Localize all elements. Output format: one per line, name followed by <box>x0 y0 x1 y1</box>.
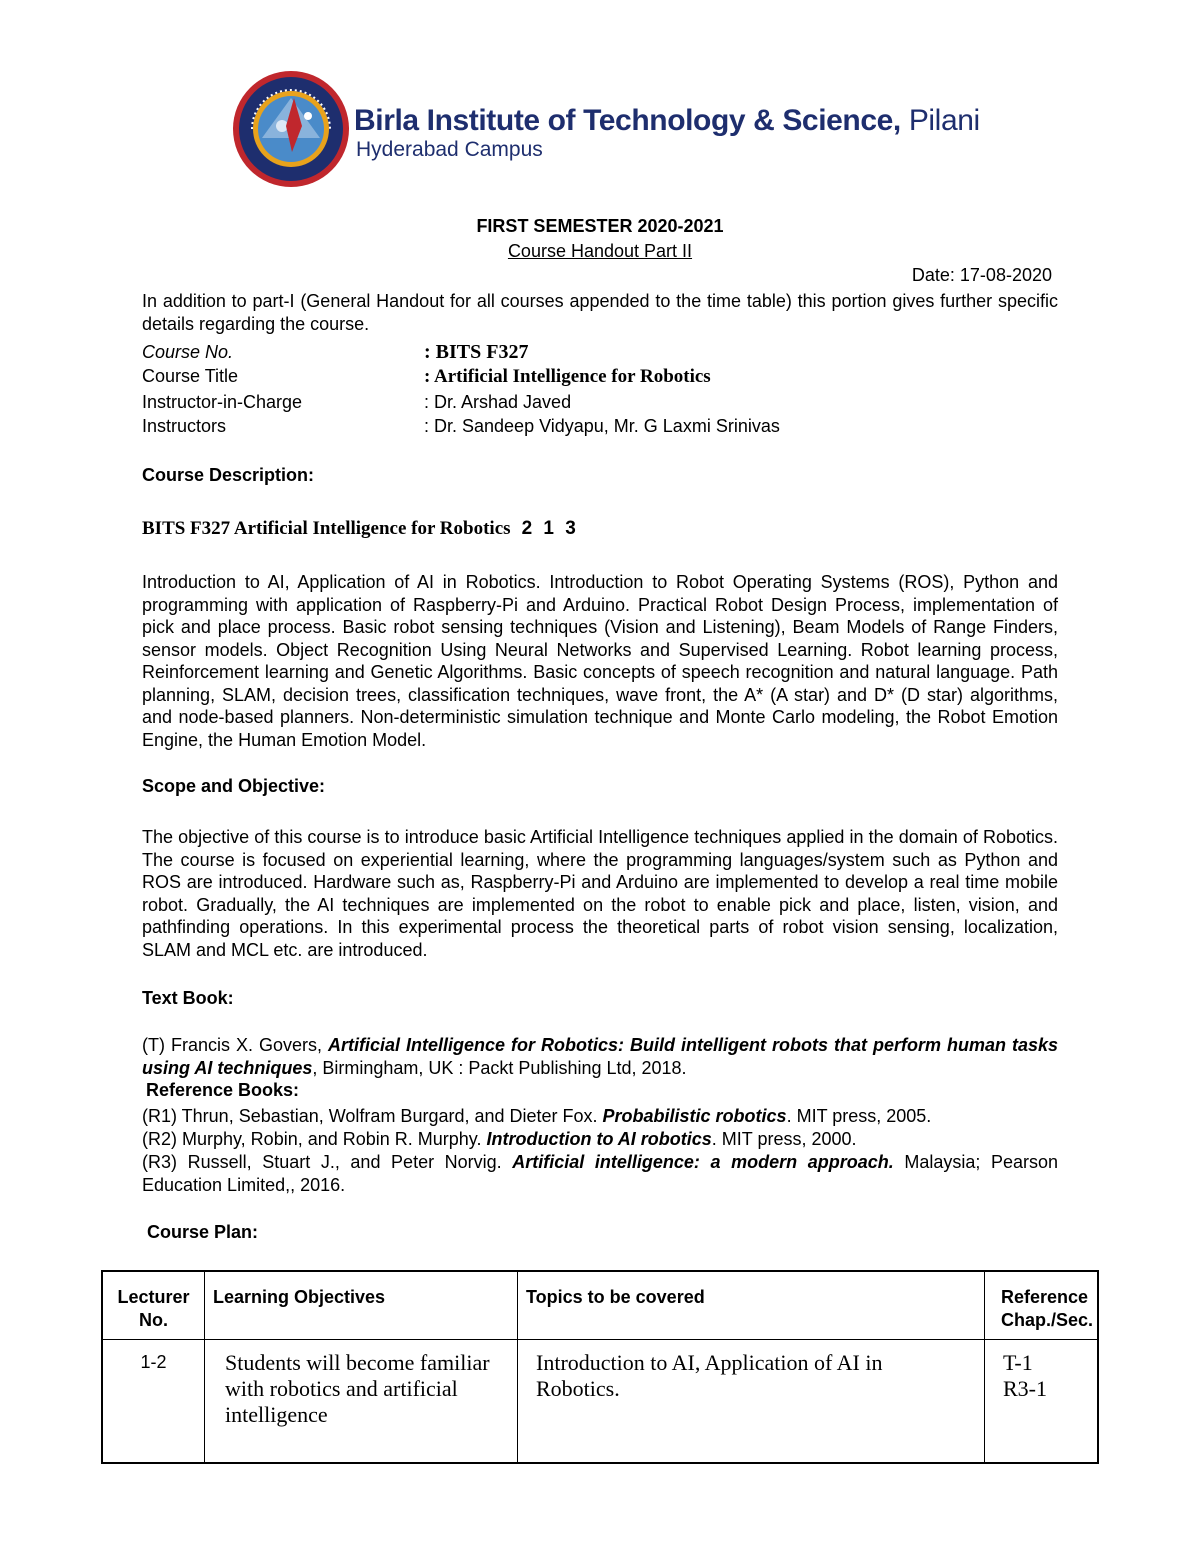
header-learning-objectives: Learning Objectives <box>205 1271 518 1339</box>
reference-item <box>142 1151 1058 1197</box>
textbook-prefix: (T) Francis X. Govers, <box>142 1035 322 1055</box>
course-code-title: BITS F327 Artificial Intelligence for Robotics <box>142 518 511 539</box>
info-label: Course No. <box>142 342 234 362</box>
header-lecture-no: Lecturer No. <box>102 1271 205 1339</box>
institute-name <box>354 104 980 138</box>
institute-campus: Hyderabad Campus <box>356 138 543 161</box>
cell-reference <box>985 1339 1099 1463</box>
table-row <box>102 1339 1098 1463</box>
textbook-title: Artificial Intelligence for Robotics: Build intelligent robots that perform human tasks using AI techniques <box>142 1035 1058 1078</box>
header-reference: Reference Chap./Sec. <box>985 1271 1099 1339</box>
handout-date: Date: 17-08-2020 <box>911 265 1052 285</box>
info-label: Instructors <box>142 416 227 436</box>
cell-topics: Introduction to AI, Application of AI in Robotics. <box>518 1339 985 1463</box>
cell-learning-objective: Students will become familiar with robotics and artificial intelligence <box>205 1339 518 1463</box>
bits-seal-logo <box>222 68 360 190</box>
info-row-course-no <box>142 341 528 364</box>
handout-title: Course Handout Part II <box>507 241 693 261</box>
info-label: Instructor-in-Charge <box>142 392 303 412</box>
info-row-course-title <box>142 366 711 388</box>
reference-title: Artificial intelligence: a modern approach. <box>512 1152 894 1172</box>
institute-name-suffix: Pilani <box>908 104 980 137</box>
info-value: : Dr. Sandeep Vidyapu, Mr. G Laxmi Srinivas <box>424 416 780 436</box>
institute-name-main: Birla Institute of Technology & Science, <box>354 104 901 137</box>
reference-books-heading: Reference Books: <box>146 1080 300 1100</box>
course-description-heading: Course Description: <box>142 465 315 485</box>
scope-heading: Scope and Objective: <box>142 776 326 796</box>
reference-suffix: . MIT press, 2000. <box>711 1129 857 1149</box>
header-topics: Topics to be covered <box>518 1271 985 1339</box>
course-credits: 2 1 3 <box>521 518 576 539</box>
reference-item <box>142 1128 1058 1151</box>
info-row-instructor-in-charge <box>142 392 571 413</box>
reference-suffix: Malaysia; Pearson Education Limited,, 2016. <box>142 1152 1058 1195</box>
info-label: Course Title <box>142 366 239 386</box>
reference-prefix: (R2) Murphy, Robin, and Robin R. Murphy. <box>142 1129 487 1149</box>
info-value: : Dr. Arshad Javed <box>424 392 572 412</box>
cell-lecture-no: 1-2 <box>102 1339 205 1463</box>
course-description-text: Introduction to AI, Application of AI in Robotics. Introduction to Robot Operating Systems (ROS), Python and programming with application of Raspberry-Pi and Arduino. Practical Robot Design Process, implementation of pick and place process. Basic robot sensing techniques (Vision and Listening), Beam Models of Range Finders, sensor models. Object Recognition Using Neural Networks and Supervised Learning. Robot learning process, Reinforcement learning and Genetic Algorithms. Basic concepts of speech recognition and natural language. Path planning, SLAM, decision trees, classification techniques, wave front, the A* (A star) and D* (D star) algorithms, and node-based planners. Non-deterministic simulation technique and Monte Carlo modeling, the Robot Emotion Engine, the Human Emotion Model. <box>142 572 1058 750</box>
reference-suffix: . MIT press, 2005. <box>786 1106 932 1126</box>
course-plan-table <box>101 1270 1099 1464</box>
info-value: : Artificial Intelligence for Robotics <box>424 366 711 387</box>
semester-title: FIRST SEMESTER 2020-2021 <box>476 216 724 236</box>
textbook-heading: Text Book: <box>142 988 234 1008</box>
reference-prefix: (R3) Russell, Stuart J., and Peter Norvig. <box>142 1152 513 1172</box>
scope-text: The objective of this course is to introduce basic Artificial Intelligence techniques applied in the domain of Robotics. The course is focused on experiential learning, where the programming languages/system such as Python and ROS are introduced. Hardware such as, Raspberry-Pi and Arduino are implemented to develop a real time mobile robot. Gradually, the AI techniques are implemented on the robot to enable pick and place, listen, vision, and pathfinding operations. In this experimental process the theoretical parts of robot vision sensing, localization, SLAM and MCL etc. are introduced. <box>142 827 1058 960</box>
course-code-line <box>142 518 576 540</box>
info-value: : BITS F327 <box>424 341 529 363</box>
textbook-suffix: , Birmingham, UK : Packt Publishing Ltd, 2018. <box>312 1058 687 1078</box>
info-row-instructors <box>142 416 780 437</box>
textbook-entry <box>142 1034 1058 1080</box>
cell-reference-line: T-1 <box>1003 1349 1033 1375</box>
reference-prefix: (R1) Thrun, Sebastian, Wolfram Burgard, and Dieter Fox. <box>142 1106 603 1126</box>
intro-paragraph: In addition to part-I (General Handout for all courses appended to the time table) this portion gives further specific details regarding the course. <box>142 291 1058 334</box>
table-header-row <box>102 1271 1098 1339</box>
reference-item <box>142 1105 1058 1128</box>
cell-reference-line: R3-1 <box>1003 1375 1047 1401</box>
course-plan-heading: Course Plan: <box>147 1222 259 1242</box>
reference-title: Probabilistic robotics <box>602 1106 787 1126</box>
reference-title: Introduction to AI robotics <box>486 1129 712 1149</box>
